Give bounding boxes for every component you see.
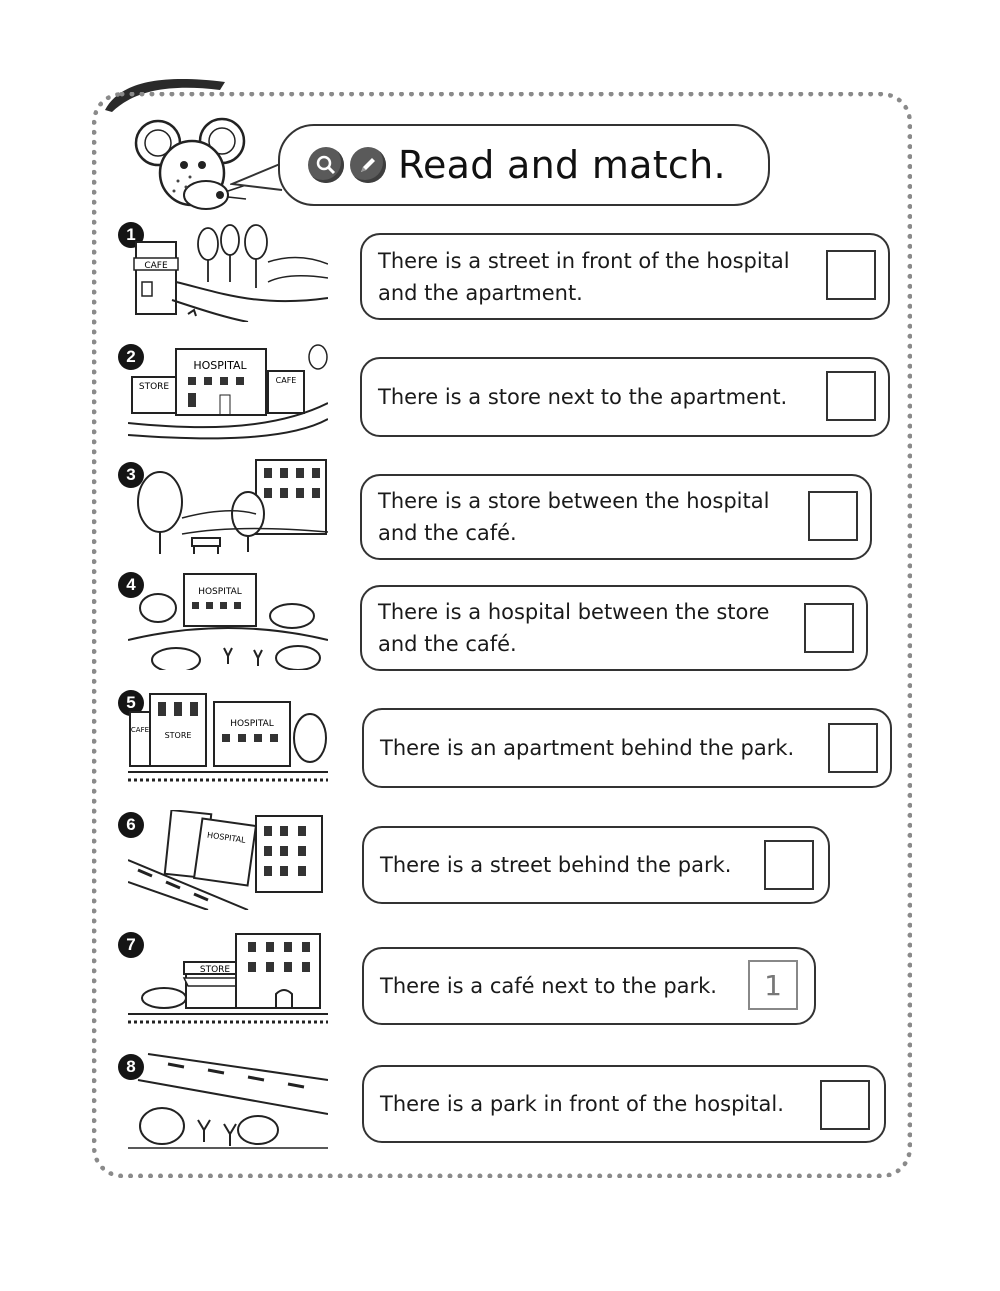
hospital-sign-label: HOSPITAL [193, 359, 247, 372]
picture-park-bench-apartment [128, 458, 328, 558]
sentence-card-1 [360, 233, 890, 320]
picture-hospital-store-cafe [128, 343, 328, 443]
answer-box-3[interactable] [808, 491, 858, 541]
hospital-sign-label: HOSPITAL [206, 830, 247, 845]
item-number: 6 [118, 812, 144, 838]
sentence-text: and the café. [378, 632, 517, 656]
item-number: 1 [118, 222, 144, 248]
answer-box-5[interactable] [828, 723, 878, 773]
cafe-sign-label: CAFE [144, 261, 168, 271]
sentence-text: There is a store next to the apartment. [378, 385, 788, 409]
picture-park-street [128, 1050, 328, 1150]
store-sign-label: STORE [199, 965, 231, 975]
sentence-text: There is a hospital between the store [378, 600, 770, 624]
answer-box-1[interactable] [826, 250, 876, 300]
answer-box-7[interactable]: 1 [748, 960, 798, 1010]
magnifier-icon [308, 147, 344, 183]
hospital-sign-label: HOSPITAL [230, 719, 274, 729]
sentence-text: There is a street in front of the hospital [378, 248, 790, 273]
cafe-sign-label: CAFE [275, 376, 297, 385]
sentence-card-2 [360, 357, 890, 437]
answer-box-6[interactable] [764, 840, 814, 890]
sentence-text: and the café. [378, 521, 517, 545]
sentence-card-8 [362, 1065, 886, 1143]
picture-cafe-store-hospital-row [128, 688, 328, 788]
store-sign-label: STORE [138, 382, 170, 392]
answer-box-8[interactable] [820, 1080, 870, 1130]
answer-box-4[interactable] [804, 603, 854, 653]
item-number: 5 [118, 690, 144, 716]
sentence-text: There is a street behind the park. [380, 853, 732, 877]
picture-store-apartment [128, 930, 328, 1030]
pencil-icon [350, 147, 386, 183]
sentence-text: There is a park in front of the hospital. [380, 1092, 784, 1116]
item-number: 7 [118, 932, 144, 958]
store-sign-label: STORE [164, 731, 192, 740]
sentence-text: and the apartment. [378, 280, 583, 305]
hospital-sign-label: HOSPITAL [198, 587, 242, 597]
picture-street-buildings [128, 810, 328, 910]
page-title: Read and match. [398, 143, 726, 187]
sentence-text: There is an apartment behind the park. [380, 736, 795, 760]
cafe-sign-label: CAFE [130, 726, 150, 734]
sentence-card-3 [360, 474, 872, 560]
title-bubble [278, 124, 770, 206]
sentence-card-4 [360, 585, 868, 671]
picture-street-cafe [128, 222, 328, 322]
sentence-text: There is a café next to the park. [380, 974, 717, 998]
item-number: 4 [118, 572, 144, 598]
item-number: 8 [118, 1054, 144, 1080]
item-number: 3 [118, 462, 144, 488]
answer-box-2[interactable] [826, 371, 876, 421]
sentence-card-6 [362, 826, 830, 904]
item-number: 2 [118, 344, 144, 370]
picture-park-hospital [128, 570, 328, 670]
sentence-text: There is a store between the hospital [378, 489, 770, 513]
sentence-card-5 [362, 708, 892, 788]
